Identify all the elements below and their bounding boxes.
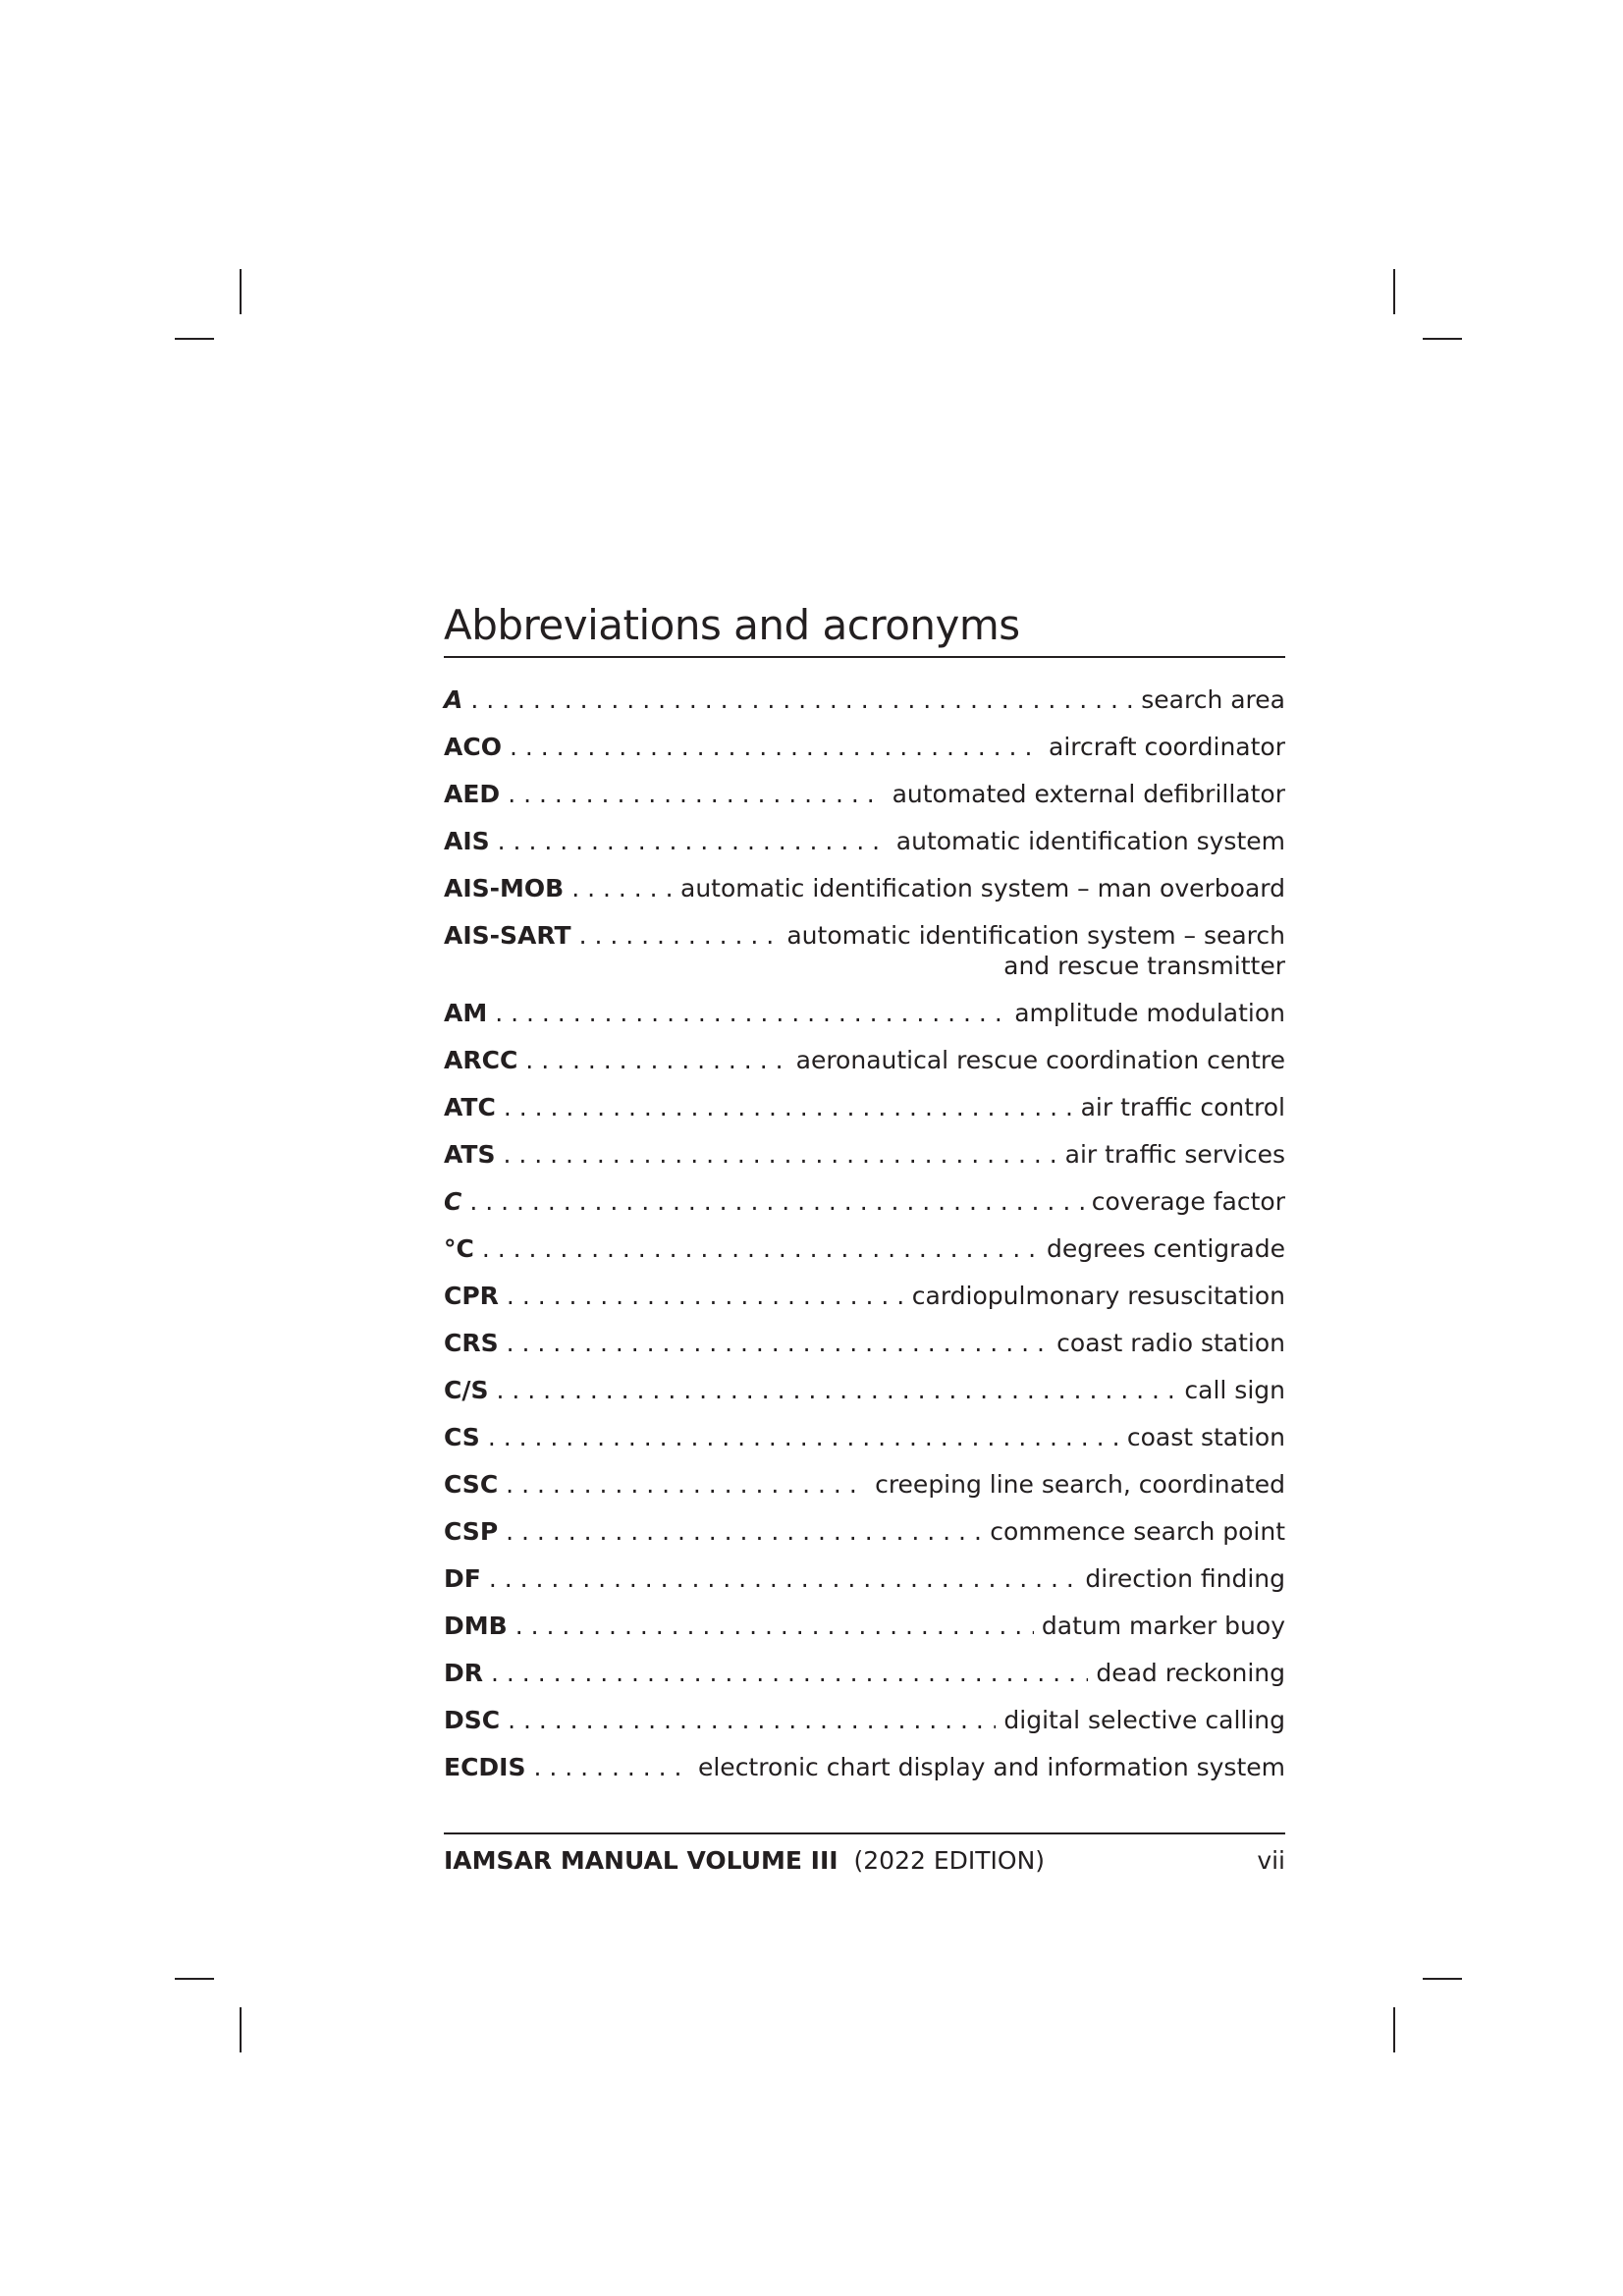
abbreviation-list — [444, 684, 1285, 1782]
crop-mark-bottom-left-horizontal — [175, 1978, 214, 1980]
dot-leader — [496, 1375, 1176, 1405]
list-item — [444, 1233, 1285, 1264]
list-item-line — [444, 1705, 1285, 1735]
list-item-line — [444, 998, 1285, 1028]
list-item — [444, 1469, 1285, 1500]
page-footer — [444, 1846, 1285, 1875]
crop-mark-bottom-right-horizontal — [1423, 1978, 1462, 1980]
definition: degrees centigrade — [1046, 1234, 1285, 1264]
list-item — [444, 779, 1285, 809]
definition: automated external defibrillator — [892, 780, 1285, 809]
list-item-line — [444, 1328, 1285, 1358]
list-item — [444, 732, 1285, 762]
definition: digital selective calling — [1003, 1706, 1285, 1735]
dot-leader — [507, 1328, 1050, 1358]
abbreviation: DF — [444, 1564, 481, 1594]
list-item-line — [444, 1658, 1285, 1688]
list-item-line — [444, 1375, 1285, 1405]
definition: direction finding — [1085, 1564, 1285, 1594]
dot-leader — [495, 998, 1006, 1028]
definition-continuation: and rescue transmitter — [1003, 952, 1285, 981]
dot-leader — [491, 1658, 1088, 1688]
definition: coverage factor — [1091, 1187, 1285, 1217]
abbreviation: C/S — [444, 1376, 489, 1405]
dot-leader — [504, 1092, 1073, 1122]
dot-leader — [507, 1281, 904, 1311]
list-item — [444, 1328, 1285, 1358]
dot-leader — [533, 1752, 690, 1782]
footer-publication-title: IAMSAR MANUAL VOLUME III — [444, 1846, 839, 1875]
definition: dead reckoning — [1096, 1659, 1285, 1688]
definition: coast radio station — [1056, 1329, 1285, 1358]
abbreviation: CRS — [444, 1329, 499, 1358]
list-item — [444, 1611, 1285, 1641]
list-item-line — [444, 1752, 1285, 1782]
list-item — [444, 1139, 1285, 1170]
list-item-line — [444, 1563, 1285, 1594]
list-item-line — [444, 1281, 1285, 1311]
page-number: vii — [1257, 1846, 1285, 1875]
definition: air traffic services — [1064, 1140, 1285, 1170]
page-content — [444, 601, 1285, 1799]
list-item — [444, 920, 1285, 981]
definition: call sign — [1184, 1376, 1285, 1405]
list-item — [444, 1752, 1285, 1782]
definition: datum marker buoy — [1041, 1612, 1285, 1641]
list-item — [444, 1422, 1285, 1452]
footer-edition: (2022 EDITION) — [853, 1846, 1046, 1875]
definition: automatic identification system – man overboard — [680, 874, 1285, 903]
dot-leader — [508, 1705, 996, 1735]
definition: automatic identification system – search — [786, 921, 1285, 951]
crop-mark-bottom-right-vertical — [1393, 2007, 1395, 2052]
abbreviation: AM — [444, 999, 488, 1028]
abbreviation: A — [444, 685, 463, 715]
abbreviation: AIS-SART — [444, 921, 571, 951]
abbreviation: CPR — [444, 1282, 499, 1311]
list-item-line — [444, 1092, 1285, 1122]
dot-leader — [579, 920, 780, 951]
list-item-line — [444, 732, 1285, 762]
list-item — [444, 826, 1285, 856]
dot-leader — [498, 826, 889, 856]
dot-leader — [525, 1045, 787, 1075]
definition: automatic identification system — [895, 827, 1285, 856]
list-item-line — [444, 920, 1285, 951]
definition: aeronautical rescue coordination centre — [795, 1046, 1285, 1075]
abbreviation: CSC — [444, 1470, 499, 1500]
list-item-line — [444, 1469, 1285, 1500]
footer-rule — [444, 1832, 1285, 1834]
dot-leader — [515, 1611, 1034, 1641]
crop-mark-top-right-vertical — [1393, 269, 1395, 314]
definition: search area — [1141, 685, 1285, 715]
dot-leader — [571, 873, 673, 903]
list-item — [444, 1186, 1285, 1217]
abbreviation: DR — [444, 1659, 484, 1688]
abbreviation: ECDIS — [444, 1753, 526, 1782]
abbreviation: ACO — [444, 733, 502, 762]
list-item — [444, 684, 1285, 715]
abbreviation: CS — [444, 1423, 480, 1452]
list-item — [444, 873, 1285, 903]
definition: commence search point — [990, 1517, 1285, 1547]
dot-leader — [506, 1469, 867, 1500]
abbreviation: DSC — [444, 1706, 501, 1735]
list-item-line — [444, 1422, 1285, 1452]
definition: air traffic control — [1080, 1093, 1285, 1122]
list-item — [444, 1375, 1285, 1405]
list-item-line — [444, 1139, 1285, 1170]
abbreviation: °C — [444, 1234, 474, 1264]
list-item-line — [444, 826, 1285, 856]
dot-leader — [470, 684, 1133, 715]
crop-mark-top-right-horizontal — [1423, 338, 1462, 340]
list-item — [444, 1705, 1285, 1735]
definition: amplitude modulation — [1014, 999, 1285, 1028]
abbreviation: DMB — [444, 1612, 508, 1641]
dot-leader — [488, 1422, 1119, 1452]
abbreviation: ARCC — [444, 1046, 518, 1075]
list-item-line — [444, 1233, 1285, 1264]
list-item-line — [444, 873, 1285, 903]
crop-mark-top-left-horizontal — [175, 338, 214, 340]
definition: coast station — [1126, 1423, 1285, 1452]
dot-leader — [469, 1186, 1083, 1217]
abbreviation: AED — [444, 780, 501, 809]
definition: cardiopulmonary resuscitation — [911, 1282, 1285, 1311]
list-item — [444, 1092, 1285, 1122]
definition: electronic chart display and information system — [697, 1753, 1285, 1782]
list-item — [444, 998, 1285, 1028]
list-item — [444, 1658, 1285, 1688]
abbreviation: AIS-MOB — [444, 874, 565, 903]
list-item-line — [444, 1186, 1285, 1217]
abbreviation: ATC — [444, 1093, 496, 1122]
title-rule — [444, 656, 1285, 658]
list-item-line — [444, 1611, 1285, 1641]
list-item-line — [444, 1045, 1285, 1075]
definition: aircraft coordinator — [1049, 733, 1285, 762]
dot-leader — [508, 779, 884, 809]
footer-publication — [444, 1846, 1045, 1875]
dot-leader — [506, 1516, 982, 1547]
list-item-line — [444, 684, 1285, 715]
list-item — [444, 1281, 1285, 1311]
crop-mark-top-left-vertical — [240, 269, 242, 314]
abbreviation: AIS — [444, 827, 490, 856]
definition: creeping line search, coordinated — [875, 1470, 1285, 1500]
list-item — [444, 1563, 1285, 1594]
list-item — [444, 1516, 1285, 1547]
dot-leader — [503, 1139, 1056, 1170]
abbreviation: ATS — [444, 1140, 496, 1170]
dot-leader — [489, 1563, 1078, 1594]
list-item — [444, 1045, 1285, 1075]
crop-mark-bottom-left-vertical — [240, 2007, 242, 2052]
dot-leader — [482, 1233, 1039, 1264]
abbreviation: C — [444, 1187, 462, 1217]
list-item-line — [444, 779, 1285, 809]
abbreviation: CSP — [444, 1517, 499, 1547]
list-item-line — [444, 1516, 1285, 1547]
dot-leader — [510, 732, 1041, 762]
page-title: Abbreviations and acronyms — [444, 601, 1020, 649]
